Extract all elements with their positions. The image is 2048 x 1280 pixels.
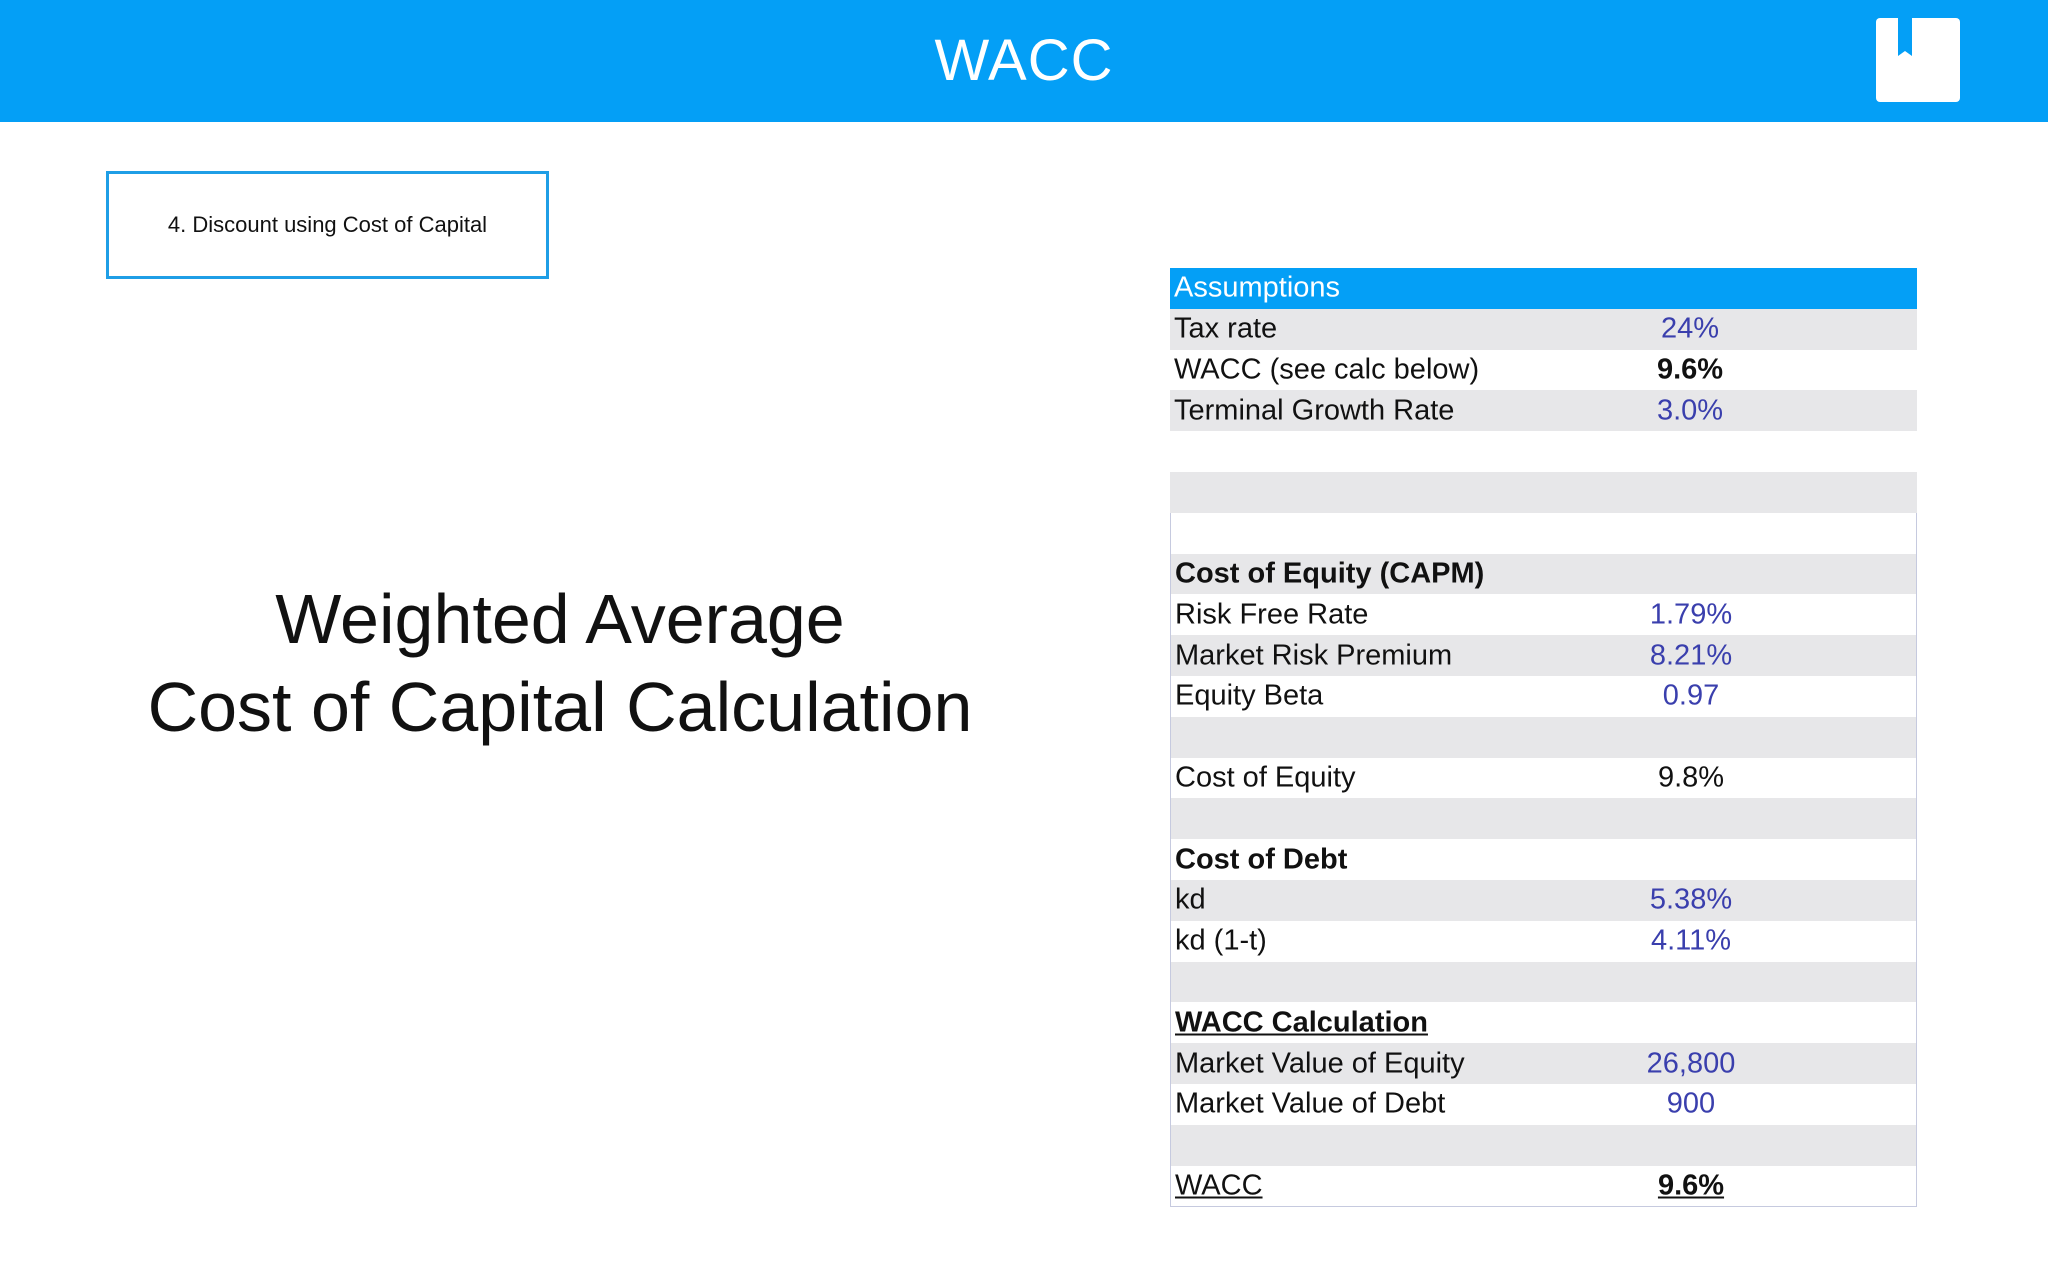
calc-row bbox=[1171, 676, 1916, 717]
section-header-row bbox=[1171, 554, 1916, 595]
calc-row bbox=[1171, 1084, 1916, 1125]
assumptions-title: Assumptions bbox=[1174, 271, 1341, 304]
assumption-value: 9.6% bbox=[1656, 353, 1724, 386]
page-title: WACC bbox=[934, 28, 1114, 93]
assumption-row-terminal-growth bbox=[1170, 390, 1917, 431]
main-heading-line2: Cost of Capital Calculation bbox=[147, 668, 973, 746]
row-value: 0.97 bbox=[1662, 679, 1720, 712]
assumptions-header-row bbox=[1170, 268, 1917, 309]
section-title: WACC Calculation bbox=[1175, 1006, 1428, 1039]
section-title: Cost of Equity (CAPM) bbox=[1175, 557, 1485, 590]
row-label: kd (1-t) bbox=[1175, 924, 1267, 957]
step-label: 4. Discount using Cost of Capital bbox=[167, 212, 488, 237]
calc-row bbox=[1171, 880, 1916, 921]
step-label-box bbox=[106, 171, 549, 279]
assumption-value: 24% bbox=[1660, 312, 1720, 345]
row-value: 5.38% bbox=[1649, 883, 1733, 916]
spacer-row bbox=[1171, 798, 1916, 839]
row-value: 9.8% bbox=[1657, 761, 1725, 794]
row-value: 9.6% bbox=[1657, 1169, 1725, 1202]
row-label: Equity Beta bbox=[1175, 679, 1324, 712]
wacc-result-row bbox=[1171, 1166, 1916, 1207]
row-value: 1.79% bbox=[1649, 598, 1733, 631]
assumption-row-wacc bbox=[1170, 350, 1917, 391]
row-value: 8.21% bbox=[1649, 639, 1733, 672]
main-heading bbox=[60, 575, 1060, 751]
row-label: WACC bbox=[1175, 1169, 1263, 1202]
main-heading-line1: Weighted Average bbox=[275, 580, 845, 658]
row-value: 4.11% bbox=[1650, 924, 1732, 957]
spacer-row bbox=[1171, 962, 1916, 1003]
wacc-calculation-table bbox=[1170, 472, 1917, 1207]
assumption-label: WACC (see calc below) bbox=[1174, 353, 1480, 386]
row-value: 26,800 bbox=[1646, 1047, 1736, 1080]
calc-table-body bbox=[1170, 513, 1917, 1208]
spacer-row bbox=[1171, 717, 1916, 758]
row-label: Market Value of Debt bbox=[1175, 1087, 1446, 1120]
calc-row bbox=[1171, 921, 1916, 962]
assumptions-table bbox=[1170, 268, 1917, 431]
calc-row bbox=[1171, 758, 1916, 799]
section-title: Cost of Debt bbox=[1175, 843, 1348, 876]
assumption-label: Tax rate bbox=[1174, 312, 1278, 345]
bookmark-icon[interactable] bbox=[1876, 18, 1960, 102]
row-label: Risk Free Rate bbox=[1175, 598, 1369, 631]
spacer-row bbox=[1170, 472, 1917, 513]
row-label: Market Value of Equity bbox=[1175, 1047, 1465, 1080]
calc-row bbox=[1171, 635, 1916, 676]
row-label: Cost of Equity bbox=[1175, 761, 1356, 794]
spacer-row bbox=[1171, 513, 1916, 554]
row-value: 900 bbox=[1666, 1087, 1716, 1120]
assumption-label: Terminal Growth Rate bbox=[1174, 394, 1455, 427]
assumption-value: 3.0% bbox=[1656, 394, 1724, 427]
row-label: Market Risk Premium bbox=[1175, 639, 1453, 672]
section-header-row bbox=[1171, 1002, 1916, 1043]
row-label: kd bbox=[1175, 883, 1206, 916]
spacer-row bbox=[1171, 1125, 1916, 1166]
assumption-row-tax-rate bbox=[1170, 309, 1917, 350]
calc-row bbox=[1171, 1043, 1916, 1084]
section-header-row bbox=[1171, 839, 1916, 880]
calc-row bbox=[1171, 594, 1916, 635]
